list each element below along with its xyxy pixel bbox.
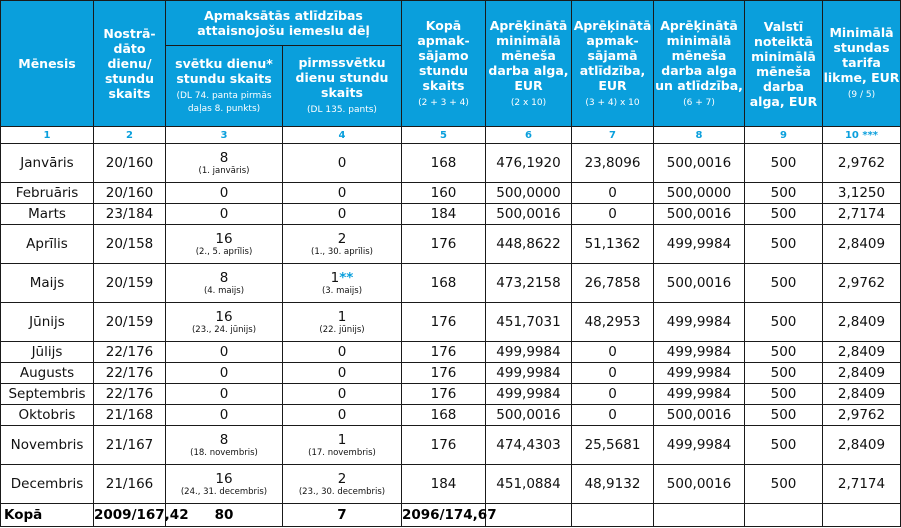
- cell-holiday-hours-value: 16: [215, 309, 233, 325]
- cell-hourly-rate: 2,9762: [823, 264, 901, 303]
- table-row: [1, 303, 901, 342]
- cell-hourly-rate: 2,7174: [823, 204, 901, 225]
- header-holiday-hours-note: (DL 74. panta pirmās daļas 8. punkts): [176, 91, 272, 114]
- cell-calculated-compensation: 48,2953: [572, 303, 654, 342]
- column-number: 3: [166, 127, 283, 144]
- cell-calculated-wage: 473,2158: [486, 264, 572, 303]
- cell-month: Janvāris: [1, 144, 94, 183]
- column-number: 2: [94, 127, 166, 144]
- cell-calculated-wage: 451,0884: [486, 465, 572, 504]
- header-calculated-wage-formula: (2 x 10): [510, 97, 547, 108]
- cell-worked-days-hours: 20/159: [94, 303, 166, 342]
- column-number-row: [1, 127, 901, 144]
- cell-hourly-rate: 2,8409: [823, 342, 901, 363]
- cell-total-paid-hours: 176: [402, 225, 486, 264]
- totals-label: Kopā: [1, 504, 94, 527]
- cell-calculated-total: 499,9984: [654, 225, 745, 264]
- column-number: 4: [283, 127, 402, 144]
- cell-month: Decembris: [1, 465, 94, 504]
- cell-state-minimum-wage: 500: [745, 183, 823, 204]
- cell-calculated-wage: 448,8622: [486, 225, 572, 264]
- cell-calculated-total: 499,9984: [654, 342, 745, 363]
- cell-total-paid-hours: 168: [402, 264, 486, 303]
- cell-hourly-rate: 2,8409: [823, 225, 901, 264]
- table-row: [1, 183, 901, 204]
- cell-holiday-hours: [166, 303, 283, 342]
- cell-calculated-total: 500,0016: [654, 465, 745, 504]
- cell-preholiday-hours: [283, 363, 402, 384]
- header-hourly-rate-label: Minimālā stundas tarifa likme, EUR: [823, 25, 900, 85]
- cell-state-minimum-wage: 500: [745, 264, 823, 303]
- cell-preholiday-hours-dates: (17. novembris): [308, 448, 376, 458]
- cell-calculated-compensation: 0: [572, 363, 654, 384]
- cell-calculated-wage: 499,9984: [486, 384, 572, 405]
- cell-calculated-wage: 500,0016: [486, 405, 572, 426]
- column-number: 1: [1, 127, 94, 144]
- cell-worked-days-hours: 20/160: [94, 144, 166, 183]
- cell-total-paid-hours: 168: [402, 144, 486, 183]
- cell-calculated-compensation: 51,1362: [572, 225, 654, 264]
- cell-worked-days-hours: 22/176: [94, 384, 166, 405]
- cell-holiday-hours-dates: (23., 24. jūnijs): [191, 325, 257, 335]
- cell-preholiday-hours: [283, 204, 402, 225]
- cell-calculated-compensation: 25,5681: [572, 426, 654, 465]
- cell-preholiday-hours-dates: (22. jūnijs): [319, 325, 365, 335]
- cell-month: Augusts: [1, 363, 94, 384]
- cell-holiday-hours-value: 16: [215, 231, 233, 247]
- cell-total-paid-hours: 176: [402, 363, 486, 384]
- cell-calculated-compensation: 0: [572, 183, 654, 204]
- cell-hourly-rate: 2,8409: [823, 426, 901, 465]
- cell-calculated-total: 499,9984: [654, 426, 745, 465]
- cell-state-minimum-wage: 500: [745, 225, 823, 264]
- cell-worked-days-hours: 22/176: [94, 363, 166, 384]
- cell-total-paid-hours: 176: [402, 303, 486, 342]
- cell-month: Marts: [1, 204, 94, 225]
- cell-preholiday-hours-value: 0: [337, 407, 347, 423]
- totals-days-hours: 2009/167,42: [94, 504, 166, 527]
- table-row: [1, 384, 901, 405]
- cell-calculated-wage: 476,1920: [486, 144, 572, 183]
- cell-preholiday-hours: [283, 144, 402, 183]
- cell-holiday-hours-value: 0: [219, 185, 229, 201]
- cell-month: Jūnijs: [1, 303, 94, 342]
- table-row: [1, 405, 901, 426]
- cell-total-paid-hours: 160: [402, 183, 486, 204]
- table-row: [1, 204, 901, 225]
- cell-holiday-hours-value: 8: [219, 150, 229, 166]
- table-row: [1, 342, 901, 363]
- cell-holiday-hours-dates: (1. janvāris): [198, 166, 250, 176]
- cell-calculated-compensation: 0: [572, 342, 654, 363]
- cell-holiday-hours-dates: (4. maijs): [203, 286, 245, 296]
- cell-preholiday-hours: [283, 264, 402, 303]
- cell-preholiday-hours-dates: (1., 30. aprīlis): [311, 247, 373, 257]
- column-number: 7: [572, 127, 654, 144]
- cell-state-minimum-wage: 500: [745, 465, 823, 504]
- cell-calculated-compensation: 26,7858: [572, 264, 654, 303]
- cell-preholiday-hours-value: 1: [337, 309, 347, 325]
- cell-total-paid-hours: 176: [402, 426, 486, 465]
- cell-holiday-hours: [166, 405, 283, 426]
- header-total-paid-hours-label: Kopā apmak-sājamo stundu skaits: [417, 17, 470, 93]
- cell-hourly-rate: 2,8409: [823, 384, 901, 405]
- cell-state-minimum-wage: 500: [745, 405, 823, 426]
- header-preholiday-hours-label: pirmssvētku dienu stundu skaits: [295, 55, 389, 100]
- cell-state-minimum-wage: 500: [745, 144, 823, 183]
- cell-calculated-wage: 451,7031: [486, 303, 572, 342]
- cell-holiday-hours-dates: (24., 31. decembris): [180, 487, 268, 497]
- cell-holiday-hours: [166, 384, 283, 405]
- header-calculated-total-label: Aprēķinātā minimālā mēneša darba alga un atlīdzība,: [655, 18, 743, 93]
- header-calculated-total: [654, 1, 745, 127]
- cell-worked-days-hours: 20/159: [94, 264, 166, 303]
- cell-calculated-wage: 500,0000: [486, 183, 572, 204]
- cell-preholiday-hours-value: 0: [337, 155, 347, 171]
- totals-empty: [572, 504, 654, 527]
- cell-preholiday-hours-value: 2: [337, 231, 347, 247]
- cell-holiday-hours: [166, 264, 283, 303]
- header-calculated-compensation-formula: (3 + 4) x 10: [585, 97, 640, 108]
- header-holiday-hours-label: svētku dienu* stundu skaits: [175, 56, 273, 86]
- table-row: [1, 363, 901, 384]
- cell-worked-days-hours: 23/184: [94, 204, 166, 225]
- cell-calculated-compensation: 23,8096: [572, 144, 654, 183]
- header-state-minimum-wage: Valstī noteiktā minimālā mēneša darba alga, EUR: [745, 1, 823, 127]
- cell-calculated-total: 500,0016: [654, 144, 745, 183]
- column-number: 8: [654, 127, 745, 144]
- cell-holiday-hours-value: 0: [219, 407, 229, 423]
- cell-month: Aprīlis: [1, 225, 94, 264]
- cell-state-minimum-wage: 500: [745, 384, 823, 405]
- cell-calculated-total: 500,0016: [654, 204, 745, 225]
- cell-month: Novembris: [1, 426, 94, 465]
- cell-holiday-hours-value: 8: [219, 270, 229, 286]
- totals-empty: [654, 504, 745, 527]
- cell-worked-days-hours: 21/166: [94, 465, 166, 504]
- column-number: 6: [486, 127, 572, 144]
- cell-preholiday-hours-value: 0: [337, 344, 347, 360]
- cell-total-paid-hours: 176: [402, 384, 486, 405]
- header-month: Mēnesis: [1, 1, 94, 127]
- cell-calculated-compensation: 48,9132: [572, 465, 654, 504]
- cell-worked-days-hours: 20/158: [94, 225, 166, 264]
- cell-worked-days-hours: 22/176: [94, 342, 166, 363]
- cell-preholiday-hours-dates: (23., 30. decembris): [298, 487, 386, 497]
- cell-state-minimum-wage: 500: [745, 363, 823, 384]
- cell-holiday-hours: [166, 204, 283, 225]
- totals-holiday-hours: 80: [166, 504, 283, 527]
- cell-calculated-wage: 499,9984: [486, 363, 572, 384]
- header-calculated-wage-label: Aprēķinātā minimālā mēneša darba alga, EUR: [488, 17, 569, 93]
- header-holiday-hours: [166, 46, 283, 127]
- cell-state-minimum-wage: 500: [745, 303, 823, 342]
- header-paid-group: Apmaksātās atlīdzības attaisnojošu iemeslu dēļ: [166, 1, 402, 46]
- cell-calculated-total: 499,9984: [654, 384, 745, 405]
- totals-paid-hours: 2096/174,67: [402, 504, 486, 527]
- cell-holiday-hours-value: 0: [219, 365, 229, 381]
- cell-total-paid-hours: 184: [402, 204, 486, 225]
- cell-month: Jūlijs: [1, 342, 94, 363]
- column-number: 5: [402, 127, 486, 144]
- header-worked-days-hours: Nostrā-dāto dienu/ stundu skaits: [94, 1, 166, 127]
- header-preholiday-hours-note: (DL 135. pants): [307, 105, 377, 115]
- cell-preholiday-hours: [283, 465, 402, 504]
- cell-holiday-hours: [166, 183, 283, 204]
- cell-hourly-rate: 2,8409: [823, 363, 901, 384]
- cell-total-paid-hours: 176: [402, 342, 486, 363]
- totals-empty: [823, 504, 901, 527]
- cell-preholiday-hours-value: 0: [337, 365, 347, 381]
- table-row: [1, 144, 901, 183]
- cell-preholiday-hours-value: 0: [337, 185, 347, 201]
- cell-preholiday-hours-value: 2: [337, 471, 347, 487]
- cell-total-paid-hours: 184: [402, 465, 486, 504]
- cell-holiday-hours: [166, 465, 283, 504]
- cell-calculated-total: 500,0000: [654, 183, 745, 204]
- header-hourly-rate-formula: (9 / 5): [847, 90, 876, 100]
- totals-empty: [745, 504, 823, 527]
- cell-holiday-hours-dates: (18. novembris): [190, 448, 258, 458]
- header-calculated-compensation: [572, 1, 654, 127]
- cell-worked-days-hours: 20/160: [94, 183, 166, 204]
- cell-holiday-hours-value: 0: [219, 206, 229, 222]
- cell-preholiday-hours-value: 1: [337, 432, 347, 448]
- cell-preholiday-hours-value: 1: [330, 270, 340, 286]
- cell-preholiday-hours: [283, 183, 402, 204]
- table-row: [1, 426, 901, 465]
- cell-worked-days-hours: 21/167: [94, 426, 166, 465]
- cell-calculated-total: 499,9984: [654, 363, 745, 384]
- cell-holiday-hours: [166, 363, 283, 384]
- cell-preholiday-hours: [283, 225, 402, 264]
- header-calculated-total-formula: (6 + 7): [683, 98, 715, 108]
- cell-preholiday-hours: [283, 342, 402, 363]
- header-calculated-compensation-label: Aprēķinātā apmak-sājamā atlīdzība, EUR: [573, 17, 652, 93]
- header-hourly-rate: [823, 1, 901, 127]
- cell-calculated-total: 500,0016: [654, 405, 745, 426]
- cell-hourly-rate: 2,8409: [823, 303, 901, 342]
- header-calculated-wage: [486, 1, 572, 127]
- cell-state-minimum-wage: 500: [745, 426, 823, 465]
- cell-holiday-hours: [166, 342, 283, 363]
- cell-holiday-hours-value: 0: [219, 386, 229, 402]
- header-total-paid-hours: [402, 1, 486, 127]
- cell-holiday-hours-value: 0: [219, 344, 229, 360]
- cell-hourly-rate: 2,9762: [823, 144, 901, 183]
- cell-total-paid-hours: 168: [402, 405, 486, 426]
- cell-holiday-hours-value: 16: [215, 471, 233, 487]
- cell-hourly-rate: 2,7174: [823, 465, 901, 504]
- cell-preholiday-hours-value: 0: [337, 386, 347, 402]
- cell-month: Septembris: [1, 384, 94, 405]
- totals-empty: [486, 504, 572, 527]
- header-preholiday-hours: [283, 46, 402, 127]
- cell-calculated-compensation: 0: [572, 405, 654, 426]
- table-row: [1, 465, 901, 504]
- cell-holiday-hours: [166, 144, 283, 183]
- cell-calculated-wage: 499,9984: [486, 342, 572, 363]
- cell-calculated-compensation: 0: [572, 384, 654, 405]
- column-number: 10 ***: [823, 127, 901, 144]
- header-total-paid-hours-formula: (2 + 3 + 4): [418, 97, 469, 108]
- cell-preholiday-hours-value: 0: [337, 206, 347, 222]
- cell-preholiday-hours-dates: (3. maijs): [321, 286, 363, 296]
- cell-state-minimum-wage: 500: [745, 204, 823, 225]
- cell-worked-days-hours: 21/168: [94, 405, 166, 426]
- cell-month: Maijs: [1, 264, 94, 303]
- cell-holiday-hours: [166, 225, 283, 264]
- cell-hourly-rate: 2,9762: [823, 405, 901, 426]
- totals-row: [1, 504, 901, 527]
- cell-month: Februāris: [1, 183, 94, 204]
- footnote-marker: **: [339, 270, 354, 286]
- cell-calculated-compensation: 0: [572, 204, 654, 225]
- cell-calculated-total: 499,9984: [654, 303, 745, 342]
- table-row: [1, 225, 901, 264]
- cell-calculated-wage: 500,0016: [486, 204, 572, 225]
- cell-preholiday-hours: [283, 405, 402, 426]
- column-number: 9: [745, 127, 823, 144]
- cell-preholiday-hours: [283, 426, 402, 465]
- cell-state-minimum-wage: 500: [745, 342, 823, 363]
- cell-holiday-hours-value: 8: [219, 432, 229, 448]
- cell-preholiday-hours: [283, 303, 402, 342]
- cell-calculated-total: 500,0016: [654, 264, 745, 303]
- cell-calculated-wage: 474,4303: [486, 426, 572, 465]
- cell-hourly-rate: 3,1250: [823, 183, 901, 204]
- cell-holiday-hours-dates: (2., 5. aprīlis): [195, 247, 253, 257]
- totals-preholiday-hours: 7: [283, 504, 402, 527]
- table-row: [1, 264, 901, 303]
- cell-preholiday-hours: [283, 384, 402, 405]
- cell-month: Oktobris: [1, 405, 94, 426]
- cell-holiday-hours: [166, 426, 283, 465]
